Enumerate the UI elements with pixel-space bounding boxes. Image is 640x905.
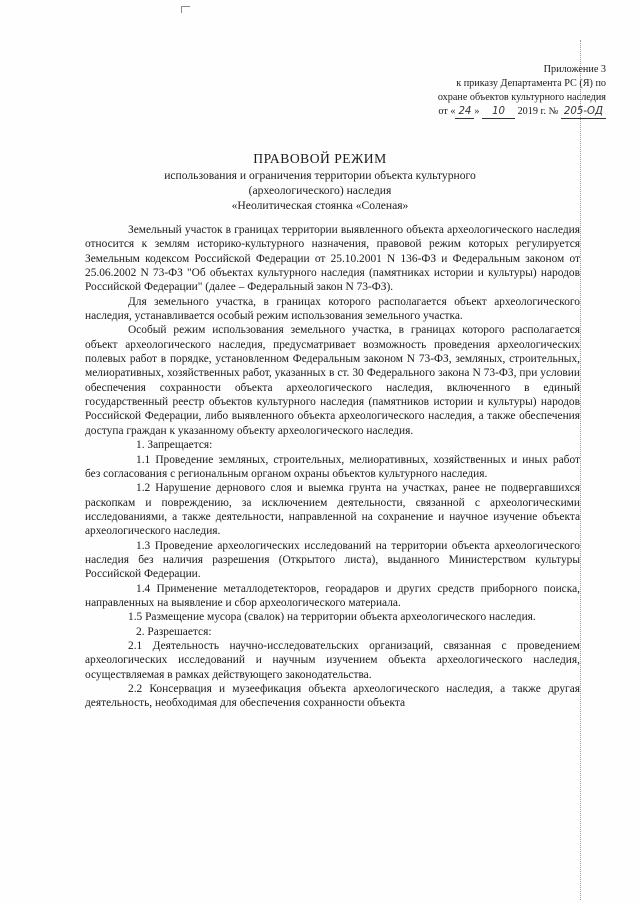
approval-line-1: Приложение 3	[543, 64, 606, 75]
date-prefix: от «	[438, 106, 456, 117]
item-1-1: 1.1 Проведение земляных, строительных, мелиоративных, хозяйственных и иных работ без согласования с региональным органом охраны объектов культурного наследия.	[85, 453, 580, 480]
title-line-3: «Неолитическая стоянка «Соленая»	[231, 199, 409, 212]
date-number: 205-ОД	[561, 106, 606, 119]
section-1-heading: 1. Запрещается:	[136, 439, 213, 452]
document-title: ПРАВОВОЙ РЕЖИМ	[253, 151, 387, 166]
approval-date-line	[366, 105, 606, 119]
date-month: 10	[482, 106, 515, 119]
item-1-5: 1.5 Размещение мусора (свалок) на территории объекта археологического наследия.	[128, 611, 536, 624]
corner-mark	[181, 6, 190, 13]
date-mid: »	[474, 106, 480, 117]
paragraph-2: Для земельного участка, в границах которого располагается объект археологического наследия, устанавливается особый режим использования земельного участка.	[85, 295, 580, 323]
item-1-3: 1.3 Проведение археологических исследований на территории объекта археологического наследия без наличия разрешения (Открытого листа), выданного Министерством культуры Российской Федерации.	[85, 539, 580, 581]
approval-line-3: охране объектов культурного наследия	[437, 92, 606, 103]
title-line-2: (археологического) наследия	[248, 184, 392, 197]
paragraph-3: Особый режим использования земельного участка, в границах которого располагается объект археологического наследия, предусматривает возможность проведения археологических полевых работ в порядке, установленном Федеральным законом N 73-ФЗ, земляных, строительных, мелиоративных, хозяйственных работ, указанных в ст. 30 Федерального закона N 73-ФЗ, при условии обеспечения сохранности объекта археологического наследия, включенного в единый государственный реестр объектов культурного наследия (памятников истории и культуры) народов Российской Федерации, либо выявленного объекта археологического наследия, а также обеспечения доступа граждан к указанному объекту археологического наследия.	[85, 324, 580, 437]
item-1-4: 1.4 Применение металлодетекторов, георадаров и других средств приборного поиска, направленных на выявление и сбор археологического материала.	[85, 582, 580, 609]
date-day: 24	[455, 106, 474, 119]
section-2-heading: 2. Разрешается:	[136, 625, 212, 638]
approval-block	[366, 63, 606, 119]
item-2-2: 2.2 Консервация и музеефикация объекта археологического наследия, а также другая деятельность, необходимая для обеспечения сохранности объекта	[85, 683, 580, 710]
title-block	[0, 150, 640, 213]
title-line-1: использования и ограничения территории объекта культурного	[164, 169, 476, 182]
document-body	[85, 223, 580, 711]
approval-line-2: к приказу Департамента РС (Я) по	[456, 78, 606, 89]
item-2-1: 2.1 Деятельность научно-исследовательских организаций, связанная с проведением археологических исследований и научным изучением объекта археологического наследия, осуществляемая в рамках действующего законодательства.	[85, 639, 580, 681]
paragraph-1: Земельный участок в границах территории выявленного объекта археологического наследия относится к землям историко-культурного назначения, правовой режим которых регулируется Земельным кодексом Российской Федерации от 25.10.2001 N 136-ФЗ и Федеральным законом от 25.06.2002 N 73-ФЗ "Об объектах культурного наследия (памятниках истории и культуры) народов Российской Федерации" (далее – Федеральный закон N 73-ФЗ).	[85, 224, 580, 294]
date-year: 2019 г. №	[517, 106, 559, 117]
item-1-2: 1.2 Нарушение дернового слоя и выемка грунта на участках, ранее не подвергавшихся раскопкам и повреждению, за исключением деятельности, связанной с археологическими исследованиями, а также деятельности, направленной на сохранение и научное изучение объекта археологического наследия.	[85, 482, 580, 538]
